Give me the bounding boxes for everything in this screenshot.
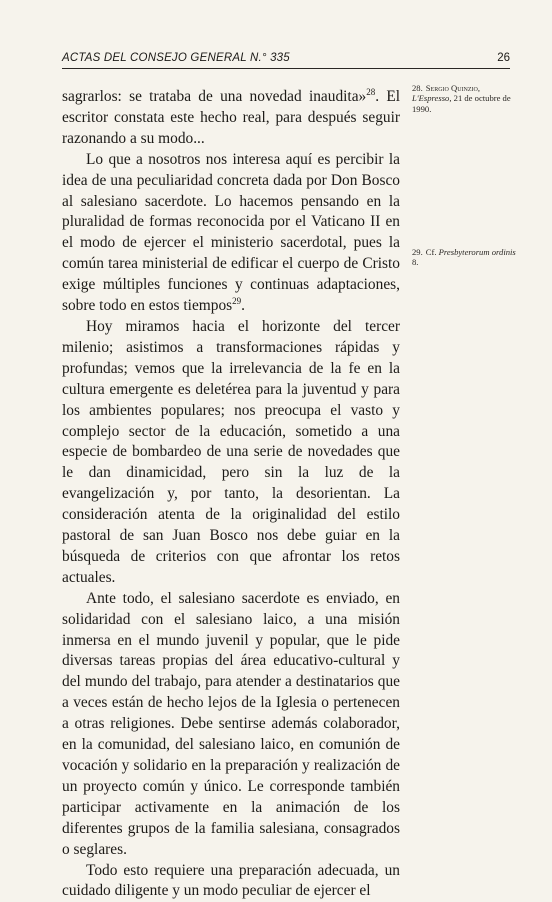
page-number: 26 [497, 52, 510, 64]
footnote-29-rest: 8. [412, 257, 419, 268]
footnote-28-author: Sergio Quinzio [425, 83, 478, 93]
footnote-29-number: 29. [412, 247, 423, 257]
footnote-29 [412, 247, 520, 268]
paragraph-2 [62, 150, 400, 317]
footnote-28-number: 28. [412, 83, 423, 93]
paragraph-5: Todo esto requiere una preparación adecuada, un cuidado diligente y un modo peculiar de ejercer el [62, 861, 400, 900]
main-text-column [62, 87, 400, 902]
footnote-29-prefix: Cf. [425, 247, 439, 257]
footnote-29-work: Presbyterorum ordinis [438, 247, 516, 257]
paragraph-3: Hoy miramos hacia el horizonte del tercer milenio; asistimos a transformaciones rápidas y profundas; vemos que la irrelevancia de la fe en la cultura emergente es deletérea para la juventud y para los ambientes populares; nos preocupa el vasto y complejo sector de la educación, sometido a una especie de bombardeo de una serie de novedades que le dan dinamicidad, pero sin la luz de la evangelización y, por tanto, la desorientan. La consideración atenta de la originalidad del estilo pastoral de san Juan Bosco nos debe guiar en la búsqueda de criterios con que afrontar los retos actuales. [62, 317, 400, 586]
paragraph-1-text-a: sagrarlos: se trataba de una novedad inaudita» [62, 88, 367, 105]
footnote-ref-29[interactable]: 29 [232, 296, 242, 307]
footnote-28: 28. Sergio Quinzio, L'Espresso, 21 de octubre de 1990. [412, 83, 511, 114]
paragraph-2-text-b: . [241, 297, 245, 315]
running-header [62, 52, 510, 69]
footnote-28-work: L'Espresso [412, 93, 450, 104]
paragraph-1-text-b: . El escritor constata este hecho real, para después seguir razonando a su modo... [62, 88, 400, 147]
running-title: ACTAS DEL CONSEJO GENERAL N.° 335 [62, 52, 290, 64]
footnote-28-rest: , 21 de octubre de 1990. [412, 93, 511, 114]
paragraph-2-text-a: Lo que a nosotros nos interesa aquí es percibir la idea de una peculiaridad concreta dada por Don Bosco al salesiano sacerdote. Lo hacemos pensando en la pluralidad de formas reconocida por el Vaticano II en el modo de ejercer el ministerio sacerdotal, pues la común tarea ministerial de edificar el cuerpo de Cristo exige múltiples funciones y continuas adaptaciones, sobre todo en estos tiempos [62, 150, 400, 315]
footnote-ref-28[interactable]: 28 [366, 87, 376, 97]
paragraph-1 [62, 87, 400, 150]
paragraph-4: Ante todo, el salesiano sacerdote es enviado, en solidaridad con el salesiano laico, a una misión inmersa en el mundo juvenil y popular, que le pide diversas tareas propias del área educativo-cultural y del mundo del trabajo, para atender a destinatarios que a veces están de hecho lejos de la Iglesia o pertenecen a otras religiones. Debe sentirse además colaborador, en la comunidad, del salesiano laico, en comunión de vocación y solidario en la preparación y realización de un proyecto común y único. Le corresponde también participar activamente en la animación de los diferentes grupos de la familia salesiana, consagrados o seglares. [62, 589, 400, 858]
